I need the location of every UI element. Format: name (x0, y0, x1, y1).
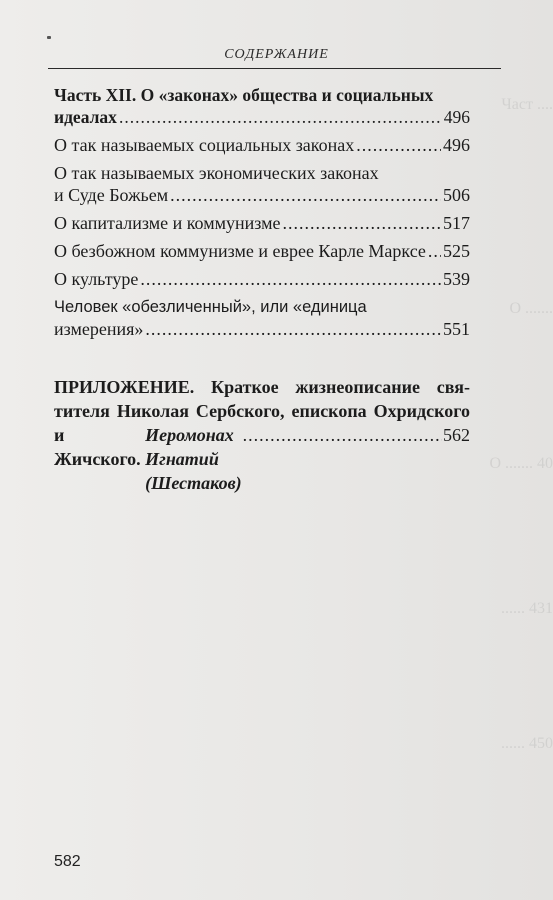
page-number: 582 (54, 853, 81, 870)
toc-entry-title: О так называемых социальных законах (54, 135, 355, 155)
running-header: СОДЕРЖАНИЕ (224, 47, 329, 62)
toc-page-number: 525 (443, 241, 470, 261)
toc-part-heading[interactable] (54, 84, 470, 128)
appendix-title: Краткое жизнеописание свя- (211, 377, 470, 397)
dot-leader (243, 423, 442, 447)
toc-entry-title: О капитализме и коммунизме (54, 213, 281, 233)
toc-page-number: 506 (443, 185, 470, 205)
dot-leader (170, 184, 441, 206)
toc-page-number: 562 (443, 425, 470, 445)
show-through: О ....... 40 (489, 455, 553, 472)
toc-entry-title: Человек «обезличенный», или «единица (54, 298, 367, 316)
toc-entry[interactable] (54, 268, 470, 290)
print-speck (47, 36, 51, 39)
toc-entry[interactable] (54, 162, 470, 206)
toc-entry-title: О культуре (54, 269, 139, 289)
dot-leader (119, 106, 442, 128)
toc-entry[interactable] (54, 212, 470, 234)
appendix-title-cont: тителя Николая Сербского, епископа Охридского (54, 401, 470, 421)
toc-page-number: 496 (443, 135, 470, 155)
toc-appendix-entry[interactable] (54, 375, 470, 495)
dot-leader (145, 318, 441, 340)
toc-entry-title-cont: и Суде Божьем (54, 185, 169, 205)
toc-page-number: 496 (443, 107, 470, 127)
toc-entry-title: О так называемых экономических законах (54, 163, 379, 183)
appendix-title-end: и Жичского. (54, 425, 141, 469)
dot-leader (356, 134, 441, 156)
show-through: ...... 431 (501, 600, 553, 617)
toc-entry-title-cont: измерения» (54, 319, 144, 339)
toc-entry[interactable] (54, 134, 470, 156)
appendix-author: Иеромонах Игнатий (Шестаков) (145, 425, 242, 493)
appendix-label: ПРИЛОЖЕНИЕ. (54, 377, 195, 397)
toc-page-number: 517 (443, 213, 470, 233)
header-rule (48, 68, 501, 69)
table-of-contents (54, 84, 470, 346)
toc-entry[interactable] (54, 296, 470, 340)
toc-entry[interactable] (54, 240, 470, 262)
toc-part-title: Часть XII. О «законах» общества и социальных (54, 85, 434, 105)
toc-part-title-cont: идеалах (54, 107, 117, 127)
dot-leader (282, 212, 441, 234)
show-through: О ....... (509, 300, 553, 317)
show-through: Част .... (501, 96, 553, 113)
toc-entry-title: О безбожном коммунизме и еврее Карле Марксе (54, 241, 426, 261)
show-through: ...... 450 (501, 735, 553, 752)
toc-page-number: 539 (443, 269, 470, 289)
toc-page-number: 551 (443, 319, 470, 339)
dot-leader (140, 268, 441, 290)
dot-leader (428, 240, 441, 262)
